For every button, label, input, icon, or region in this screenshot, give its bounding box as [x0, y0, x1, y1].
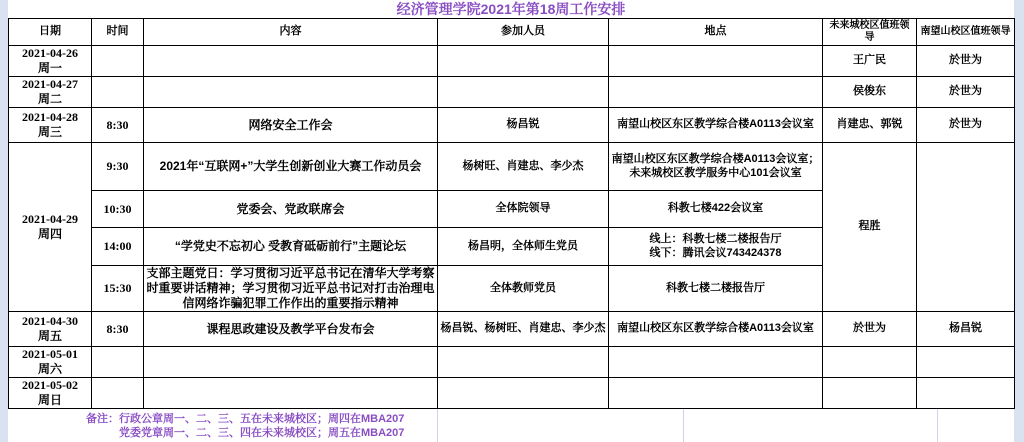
table-row — [9, 77, 1015, 108]
cell-content: 课程思政建设及教学平台发布会 — [144, 312, 438, 347]
cell-date — [9, 46, 92, 77]
cell-time — [92, 378, 144, 409]
footnotes — [8, 409, 1014, 442]
weekday-value: 周二 — [37, 92, 62, 106]
table-header-row — [9, 19, 1015, 46]
cell-date — [9, 378, 92, 409]
cell-nanwangshan-leader — [917, 347, 1015, 378]
cell-nanwangshan-leader — [917, 378, 1015, 409]
column-header-participants: 参加人员 — [438, 19, 609, 46]
cell-date — [9, 312, 92, 347]
cell-participants — [438, 378, 609, 409]
cell-future-city-leader: 肖建忠、郭锐 — [823, 108, 917, 143]
cell-content — [144, 378, 438, 409]
column-header-future-city-leader: 未来城校区值班领导 — [823, 19, 917, 46]
cell-location: 科教七楼422会议室 — [609, 191, 823, 228]
cell-nanwangshan-leader — [917, 143, 1015, 312]
cell-future-city-leader: 於世为 — [823, 312, 917, 347]
cell-time: 14:00 — [92, 228, 144, 266]
cell-content: 支部主题党日：学习贯彻习近平总书记在清华大学考察时重要讲话精神；学习贯彻习近平总书记对打击治理电信网络诈骗犯罪工作作出的重要指示精神 — [144, 266, 438, 312]
column-header-content: 内容 — [144, 19, 438, 46]
location-line: 南望山校区东区教学综合楼A0113会议室； — [611, 152, 820, 165]
table-row — [9, 347, 1015, 378]
cell-content: 党委会、党政联席会 — [144, 191, 438, 228]
date-value: 2021-04-27 — [22, 77, 78, 91]
cell-participants — [438, 347, 609, 378]
cell-time: 8:30 — [92, 312, 144, 347]
cell-location: 南望山校区东区教学综合楼A0113会议室 — [609, 108, 823, 143]
cell-participants: 杨树旺、肖建忠、李少杰 — [438, 143, 609, 191]
table-row — [9, 378, 1015, 409]
cell-nanwangshan-leader: 於世为 — [917, 108, 1015, 143]
weekday-value: 周一 — [37, 61, 62, 75]
cell-nanwangshan-leader: 杨昌锐 — [917, 312, 1015, 347]
cell-location — [609, 378, 823, 409]
cell-future-city-leader — [823, 347, 917, 378]
weekday-value: 周六 — [37, 362, 62, 376]
cell-time — [92, 46, 144, 77]
table-row — [9, 143, 1015, 191]
cell-participants: 杨昌明，全体师生党员 — [438, 228, 609, 266]
cell-location — [609, 228, 823, 266]
date-value: 2021-05-01 — [22, 347, 78, 361]
cell-time: 9:30 — [92, 143, 144, 191]
cell-time — [92, 347, 144, 378]
cell-location — [609, 347, 823, 378]
column-header-date: 日期 — [9, 19, 92, 46]
column-header-nanwangshan-leader: 南望山校区值班领导 — [917, 19, 1015, 46]
cell-location: 科教七楼二楼报告厅 — [609, 266, 823, 312]
location-line: 线下：腾讯会议743424378 — [649, 246, 782, 259]
table-row — [9, 312, 1015, 347]
cell-nanwangshan-leader: 於世为 — [917, 77, 1015, 108]
cell-content — [144, 77, 438, 108]
cell-future-city-leader — [823, 378, 917, 409]
grid-line — [437, 409, 438, 442]
cell-content — [144, 46, 438, 77]
cell-future-city-leader: 王广民 — [823, 46, 917, 77]
cell-time: 10:30 — [92, 191, 144, 228]
cell-location — [609, 143, 823, 191]
column-header-location: 地点 — [609, 19, 823, 46]
cell-date — [9, 77, 92, 108]
cell-location: 南望山校区东区教学综合楼A0113会议室 — [609, 312, 823, 347]
cell-content — [144, 347, 438, 378]
weekday-value: 周三 — [37, 125, 62, 139]
table-row — [9, 108, 1015, 143]
weekday-value: 周日 — [37, 393, 62, 407]
cell-nanwangshan-leader: 於世为 — [917, 46, 1015, 77]
cell-date — [9, 143, 92, 312]
cell-future-city-leader: 程胜 — [823, 143, 917, 312]
cell-date — [9, 108, 92, 143]
date-value: 2021-04-28 — [22, 110, 78, 124]
cell-participants: 杨昌锐、杨树旺、肖建忠、李少杰 — [438, 312, 609, 347]
footnote-line-1: 备注：行政公章周一、二、三、五在未来城校区；周四在MBA207 — [86, 413, 405, 425]
date-value: 2021-04-29 — [22, 212, 78, 226]
date-value: 2021-04-30 — [22, 314, 78, 328]
page-title: 经济管理学院2021年第18周工作安排 — [8, 0, 1014, 18]
date-value: 2021-04-26 — [22, 46, 78, 60]
date-value: 2021-05-02 — [22, 378, 78, 392]
cell-participants: 杨昌锐 — [438, 108, 609, 143]
cell-participants — [438, 77, 609, 108]
column-header-time: 时间 — [92, 19, 144, 46]
cell-time: 8:30 — [92, 108, 144, 143]
grid-line — [937, 409, 938, 442]
cell-date — [9, 347, 92, 378]
cell-content: “学党史不忘初心 受教育砥砺前行”主题论坛 — [144, 228, 438, 266]
cell-future-city-leader: 侯俊东 — [823, 77, 917, 108]
cell-time: 15:30 — [92, 266, 144, 312]
footnote-line-2: 党委党章周一、二、三、四在未来城校区；周五在MBA207 — [119, 427, 405, 439]
weekday-value: 周五 — [37, 329, 62, 343]
cell-time — [92, 77, 144, 108]
table-row — [9, 46, 1015, 77]
cell-participants: 全体教师党员 — [438, 266, 609, 312]
location-line: 线上：科教七楼二楼报告厅 — [649, 232, 782, 245]
grid-line — [683, 409, 684, 442]
weekday-value: 周四 — [37, 227, 62, 241]
cell-content: 2021年“互联网+”大学生创新创业大赛工作动员会 — [144, 143, 438, 191]
cell-location — [609, 46, 823, 77]
cell-participants — [438, 46, 609, 77]
schedule-table — [8, 18, 1015, 409]
cell-content: 网络安全工作会 — [144, 108, 438, 143]
location-line: 未来城校区教学服务中心101会议室 — [629, 166, 802, 179]
cell-location — [609, 77, 823, 108]
cell-participants: 全体院领导 — [438, 191, 609, 228]
